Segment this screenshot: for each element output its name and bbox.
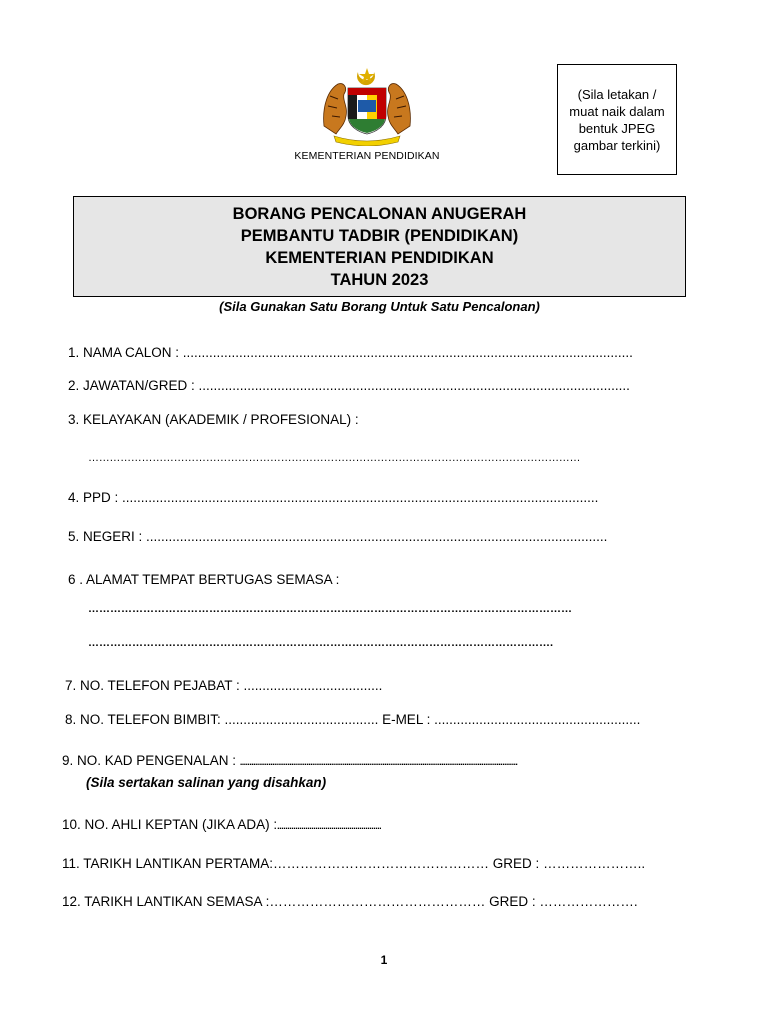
title-line-2: PEMBANTU TADBIR (PENDIDIKAN) xyxy=(240,226,519,245)
field-tarikh-lantikan-semasa[interactable]: 12. TARIKH LANTIKAN SEMASA :………………………………………… GRED : …………………. xyxy=(62,894,638,909)
field-ahli-keptan[interactable] xyxy=(62,816,381,835)
page-number: 1 xyxy=(380,953,388,967)
field-ahli-keptan-label: 10. NO. AHLI KEPTAN (JIKA ADA) : xyxy=(62,817,278,832)
field-alamat-label: 6 . ALAMAT TEMPAT BERTUGAS SEMASA : xyxy=(68,572,340,587)
field-jawatan-gred[interactable]: 2. JAWATAN/GRED : ................................................................................................................... xyxy=(68,378,630,393)
field-ahli-keptan-dots: .................................................... xyxy=(277,821,382,831)
field-ppd[interactable]: 4. PPD : ............................................................................................................................... xyxy=(68,490,599,505)
field-kad-pengenalan[interactable] xyxy=(62,752,682,771)
field-kelayakan-line[interactable]: ………………………………………………………………………………………………………………………… xyxy=(88,452,581,464)
photo-instruction: (Sila letakan / muat naik dalam bentuk JPEG gambar terkini) xyxy=(569,86,665,153)
title-line-1: BORANG PENCALONAN ANUGERAH xyxy=(232,204,527,223)
field-telefon-bimbit-emel[interactable]: 8. NO. TELEFON BIMBIT: ......................................... E-MEL : ....................................................... xyxy=(65,712,641,727)
form-title-box xyxy=(73,196,686,297)
field-tarikh-lantikan-pertama[interactable]: 11. TARIKH LANTIKAN PERTAMA:………………………………………… GRED : ………………….. xyxy=(62,856,646,871)
field-negeri[interactable]: 5. NEGERI : ........................................................................................................................... xyxy=(68,529,608,544)
field-kelayakan-label: 3. KELAYAKAN (AKADEMIK / PROFESIONAL) : xyxy=(68,412,359,427)
field-alamat-line-1[interactable]: …………………………………………………………………………………………………………………… xyxy=(88,603,572,615)
field-alamat-line-2[interactable]: ………………………………………………………………………………………………………………. xyxy=(88,637,554,649)
field-nama-calon[interactable]: 1. NAMA CALON : ........................................................................................................................ xyxy=(68,345,633,360)
kad-pengenalan-note: (Sila sertakan salinan yang disahkan) xyxy=(86,775,327,790)
photo-upload-box[interactable] xyxy=(557,64,677,175)
title-line-3: KEMENTERIAN PENDIDIKAN xyxy=(265,248,494,267)
form-instruction: (Sila Gunakan Satu Borang Untuk Satu Pencalonan) xyxy=(219,299,540,314)
title-line-4: TAHUN 2023 xyxy=(330,270,429,289)
coat-of-arms-logo xyxy=(318,66,416,146)
ministry-label: KEMENTERIAN PENDIDIKAN xyxy=(294,150,440,162)
field-telefon-pejabat[interactable]: 7. NO. TELEFON PEJABAT : ..................................... xyxy=(65,678,383,693)
field-kad-pengenalan-dots: .................................................................................................................................................. xyxy=(239,757,518,767)
field-kad-pengenalan-label: 9. NO. KAD PENGENALAN : xyxy=(62,753,240,768)
